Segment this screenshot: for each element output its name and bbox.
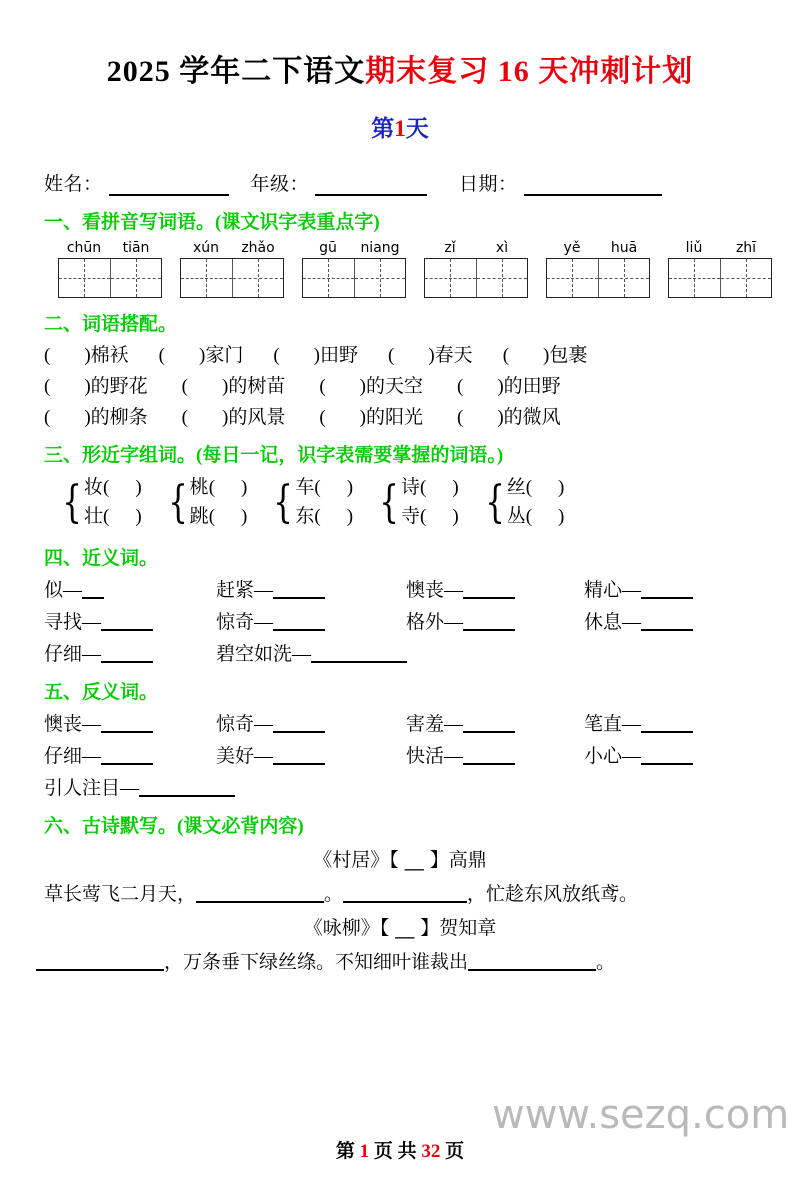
pinyin-syllable: yě bbox=[563, 240, 581, 256]
antonym-prompt: 仔细— bbox=[44, 745, 102, 767]
antonym-item[interactable] bbox=[44, 709, 216, 736]
collocation-item[interactable]: ( )的微风 bbox=[457, 407, 561, 428]
tianzige-cell[interactable] bbox=[669, 259, 720, 297]
collocation-word: 的微风 bbox=[503, 407, 561, 428]
section-5-heading: 五、反义词。 bbox=[44, 681, 159, 703]
antonym-row-1 bbox=[44, 709, 770, 736]
similar-char: 丛 bbox=[506, 506, 526, 528]
pinyin-syllable: zhǎo bbox=[241, 240, 275, 256]
title-black-part: 2025 学年二下语文 bbox=[106, 55, 366, 88]
collocation-word: 棉袄 bbox=[90, 345, 129, 366]
similar-char-group-4 bbox=[375, 473, 459, 532]
collocation-word: 的阳光 bbox=[366, 407, 424, 428]
synonym-row-2 bbox=[44, 607, 770, 634]
answer-blank[interactable] bbox=[343, 888, 467, 903]
similar-char-group-1 bbox=[58, 473, 142, 532]
synonym-prompt: 懊丧— bbox=[406, 579, 464, 601]
tianzige-cell[interactable] bbox=[181, 259, 232, 297]
collocation-item[interactable]: ( )的树苗 bbox=[181, 376, 286, 397]
tianzige-cell[interactable] bbox=[110, 259, 161, 297]
collocation-item[interactable]: ( )家门 bbox=[158, 345, 244, 366]
collocation-item[interactable]: ( )棉袄 bbox=[44, 345, 129, 366]
name-label: 姓名： bbox=[44, 174, 103, 195]
site-watermark: www.sezq.com bbox=[492, 1092, 790, 1138]
answer-blank[interactable] bbox=[101, 718, 153, 733]
tianzige-cell[interactable] bbox=[59, 259, 110, 297]
collocation-word: 家门 bbox=[205, 345, 244, 366]
answer-blank[interactable] bbox=[468, 956, 596, 971]
poem-line-end: 忙趁东风放纸鸢。 bbox=[486, 883, 639, 905]
synonym-prompt: 格外— bbox=[406, 611, 464, 633]
similar-char-entry[interactable]: 丛( ) bbox=[506, 506, 565, 528]
answer-blank[interactable] bbox=[273, 718, 325, 733]
poem-dynasty-blank[interactable]: 【 __ 】 bbox=[389, 848, 449, 871]
similar-char-group-5 bbox=[481, 473, 565, 532]
poem-author: 贺知章 bbox=[439, 917, 497, 939]
pinyin-word-1 bbox=[58, 240, 162, 298]
answer-blank[interactable] bbox=[82, 584, 104, 599]
left-brace-icon: { bbox=[167, 476, 188, 528]
similar-char: 壮 bbox=[84, 506, 104, 528]
antonym-item[interactable] bbox=[584, 709, 693, 736]
collocation-word: 的天空 bbox=[366, 376, 424, 397]
pinyin-labels bbox=[668, 240, 772, 256]
synonym-item[interactable] bbox=[584, 575, 693, 602]
similar-char: 跳 bbox=[189, 506, 209, 528]
synonym-prompt: 碧空如洗— bbox=[216, 643, 312, 665]
poem-author: 高鼎 bbox=[448, 849, 487, 871]
synonym-item[interactable] bbox=[216, 607, 406, 634]
pinyin-syllable: xún bbox=[192, 240, 220, 256]
similar-char-entry[interactable]: 诗( ) bbox=[401, 477, 459, 498]
answer-blank[interactable] bbox=[641, 616, 693, 631]
answer-blank[interactable] bbox=[196, 888, 324, 903]
poem-2-body-line bbox=[30, 947, 770, 974]
answer-blank[interactable] bbox=[641, 584, 693, 599]
tianzige-box[interactable] bbox=[546, 258, 650, 298]
collocation-item[interactable]: ( )的田野 bbox=[457, 376, 561, 397]
title-red-part: 期末复习 16 天冲刺计划 bbox=[365, 55, 694, 88]
section-4-heading: 四、近义词。 bbox=[44, 547, 159, 569]
collocation-item[interactable]: ( )的柳条 bbox=[44, 407, 148, 428]
collocation-word: 的风景 bbox=[228, 407, 286, 428]
collocation-word: 包裹 bbox=[549, 345, 588, 366]
similar-char: 诗 bbox=[401, 477, 421, 498]
pinyin-word-5 bbox=[546, 240, 650, 298]
antonym-item[interactable] bbox=[584, 741, 693, 768]
synonym-item[interactable] bbox=[406, 575, 584, 602]
left-brace-icon: { bbox=[62, 476, 82, 528]
section-3-heading: 三、形近字组词。(每日一记，识字表需要掌握的词语。) bbox=[44, 445, 504, 466]
similar-char-group-2 bbox=[164, 473, 248, 532]
answer-blank[interactable] bbox=[101, 750, 153, 765]
collocation-word: 田野 bbox=[320, 345, 359, 366]
pinyin-labels bbox=[180, 240, 284, 256]
answer-blank[interactable] bbox=[463, 584, 515, 599]
answer-blank[interactable] bbox=[463, 750, 515, 765]
section-6-heading: 六、古诗默写。(课文必背内容) bbox=[44, 815, 304, 837]
answer-blank[interactable] bbox=[273, 616, 325, 631]
collocation-row-2 bbox=[44, 371, 770, 398]
answer-blank[interactable] bbox=[101, 648, 153, 663]
collocation-word: 的树苗 bbox=[228, 376, 286, 397]
worksheet-page bbox=[0, 46, 800, 1177]
similar-char-group-3 bbox=[269, 473, 353, 532]
synonym-item[interactable] bbox=[584, 607, 693, 634]
left-brace-icon: { bbox=[484, 476, 505, 528]
pinyin-syllable: chūn bbox=[66, 240, 102, 256]
answer-blank[interactable] bbox=[101, 616, 153, 631]
synonym-row-1 bbox=[44, 575, 770, 602]
pinyin-syllable: tiān bbox=[122, 240, 150, 256]
poem-title: 《咏柳》 bbox=[303, 917, 380, 939]
poem-punct: ， bbox=[164, 951, 184, 973]
antonym-prompt: 快活— bbox=[406, 745, 464, 767]
footer-total-pages: 32 bbox=[421, 1141, 441, 1162]
collocation-row-3 bbox=[44, 402, 770, 429]
collocation-item[interactable]: ( )的风景 bbox=[181, 407, 286, 428]
left-brace-icon: { bbox=[379, 476, 399, 528]
date-label: 日期： bbox=[459, 174, 518, 195]
similar-char: 车 bbox=[295, 477, 315, 498]
answer-blank[interactable] bbox=[36, 956, 164, 971]
tianzige-box[interactable] bbox=[58, 258, 162, 298]
antonym-prompt: 笔直— bbox=[584, 713, 642, 735]
answer-blank[interactable] bbox=[641, 718, 693, 733]
tianzige-cell[interactable] bbox=[232, 259, 283, 297]
collocation-item[interactable]: ( )春天 bbox=[388, 345, 473, 366]
similar-char-row bbox=[58, 473, 770, 532]
page-footer bbox=[0, 1136, 800, 1163]
similar-char-entry[interactable]: 跳( ) bbox=[189, 506, 248, 528]
antonym-prompt: 小心— bbox=[584, 745, 642, 767]
day-subtitle-post: 天 bbox=[405, 116, 429, 141]
collocation-row-1 bbox=[44, 340, 770, 367]
student-info-row bbox=[30, 169, 770, 196]
similar-char-entry[interactable]: 寺( ) bbox=[401, 506, 459, 528]
collocation-word: 的野花 bbox=[90, 376, 148, 397]
pinyin-syllable: huā bbox=[610, 240, 638, 256]
answer-blank[interactable] bbox=[463, 616, 515, 631]
collocation-item[interactable]: ( )的天空 bbox=[319, 376, 424, 397]
poem-dynasty-blank[interactable]: 【 __ 】 bbox=[379, 916, 440, 939]
poem-punct: 。 bbox=[324, 883, 344, 905]
antonym-row-3 bbox=[44, 773, 770, 800]
pinyin-syllable: liǔ bbox=[685, 240, 703, 256]
synonym-prompt: 似— bbox=[44, 579, 83, 601]
synonym-item[interactable] bbox=[44, 575, 216, 602]
collocation-word: 的柳条 bbox=[90, 407, 148, 428]
antonym-prompt: 懊丧— bbox=[44, 713, 102, 735]
poem-line-start: 草长莺飞二月天， bbox=[44, 883, 197, 905]
similar-char-entry[interactable]: 妆( ) bbox=[84, 477, 142, 498]
synonym-prompt: 寻找— bbox=[44, 611, 102, 633]
synonym-prompt: 惊奇— bbox=[216, 611, 274, 633]
tianzige-cell[interactable] bbox=[720, 259, 771, 297]
pinyin-labels bbox=[302, 240, 406, 256]
pinyin-labels bbox=[546, 240, 650, 256]
antonym-item[interactable] bbox=[406, 741, 584, 768]
pinyin-syllable: xì bbox=[495, 240, 509, 256]
tianzige-box[interactable] bbox=[302, 258, 406, 298]
similar-char: 桃 bbox=[189, 477, 209, 498]
synonym-item[interactable] bbox=[44, 607, 216, 634]
antonym-row-2 bbox=[44, 741, 770, 768]
synonym-item[interactable] bbox=[216, 639, 407, 666]
antonym-item[interactable] bbox=[216, 741, 406, 768]
tianzige-cell[interactable] bbox=[354, 259, 405, 297]
left-brace-icon: { bbox=[273, 476, 294, 528]
synonym-prompt: 休息— bbox=[584, 611, 642, 633]
footer-current-page: 1 bbox=[359, 1141, 370, 1162]
tianzige-box[interactable] bbox=[668, 258, 772, 298]
antonym-item[interactable] bbox=[216, 709, 406, 736]
tianzige-cell[interactable] bbox=[476, 259, 527, 297]
day-number: 1 bbox=[394, 116, 406, 141]
antonym-prompt: 害羞— bbox=[406, 713, 464, 735]
pinyin-syllable: zhī bbox=[735, 240, 757, 256]
pinyin-syllable: niang bbox=[360, 240, 400, 256]
synonym-row-3 bbox=[44, 639, 770, 666]
pinyin-word-2 bbox=[180, 240, 284, 298]
poem-1-title-line bbox=[30, 845, 770, 872]
similar-char-entry[interactable]: 壮( ) bbox=[84, 506, 142, 528]
day-subtitle-pre: 第 bbox=[371, 116, 395, 141]
collocation-word: 春天 bbox=[434, 345, 473, 366]
synonym-prompt: 精心— bbox=[584, 579, 642, 601]
poem-line-text: 万条垂下绿丝绦。不知细叶谁裁出 bbox=[183, 951, 469, 973]
answer-blank[interactable] bbox=[273, 750, 325, 765]
name-input-blank[interactable] bbox=[109, 180, 229, 196]
similar-char: 妆 bbox=[84, 477, 104, 498]
footer-post: 页 bbox=[445, 1141, 465, 1162]
synonym-item[interactable] bbox=[406, 607, 584, 634]
synonym-prompt: 赶紧— bbox=[216, 579, 274, 601]
antonym-item[interactable] bbox=[406, 709, 584, 736]
collocation-item[interactable]: ( )田野 bbox=[273, 345, 359, 366]
similar-char-entry[interactable]: 桃( ) bbox=[189, 477, 248, 498]
tianzige-cell[interactable] bbox=[303, 259, 354, 297]
similar-char-entry[interactable]: 车( ) bbox=[295, 477, 354, 498]
pinyin-word-3 bbox=[302, 240, 406, 298]
grade-input-blank[interactable] bbox=[315, 180, 427, 196]
answer-blank[interactable] bbox=[463, 718, 515, 733]
antonym-item[interactable] bbox=[44, 773, 235, 800]
collocation-item[interactable]: ( )的阳光 bbox=[319, 407, 424, 428]
tianzige-cell[interactable] bbox=[598, 259, 649, 297]
tianzige-box[interactable] bbox=[180, 258, 284, 298]
pinyin-syllable: zǐ bbox=[444, 240, 456, 256]
day-subtitle bbox=[30, 110, 770, 143]
section-1-heading: 一、看拼音写词语。(课文识字表重点字) bbox=[44, 212, 380, 233]
antonym-prompt: 美好— bbox=[216, 745, 274, 767]
similar-char: 丝 bbox=[506, 477, 526, 498]
poem-punct: ， bbox=[467, 883, 487, 905]
similar-char-entry[interactable]: 丝( ) bbox=[506, 477, 565, 498]
tianzige-cell[interactable] bbox=[547, 259, 598, 297]
synonym-item[interactable] bbox=[44, 639, 216, 666]
grade-label: 年级： bbox=[250, 174, 310, 195]
answer-blank[interactable] bbox=[273, 584, 325, 599]
collocation-word: 的田野 bbox=[503, 376, 561, 397]
synonym-prompt: 仔细— bbox=[44, 643, 102, 665]
pinyin-syllable: gū bbox=[319, 240, 337, 256]
similar-char-entry[interactable]: 东( ) bbox=[295, 506, 354, 528]
antonym-item[interactable] bbox=[44, 741, 216, 768]
answer-blank[interactable] bbox=[139, 782, 235, 797]
similar-char: 寺 bbox=[401, 506, 421, 528]
section-2-heading: 二、词语搭配。 bbox=[44, 314, 178, 335]
footer-mid: 页 共 bbox=[373, 1141, 417, 1162]
collocation-item[interactable]: ( )包裹 bbox=[502, 345, 588, 366]
answer-blank[interactable] bbox=[311, 648, 407, 663]
poem-1-body-line bbox=[44, 879, 770, 906]
antonym-prompt: 惊奇— bbox=[216, 713, 274, 735]
pinyin-labels bbox=[424, 240, 528, 256]
pinyin-word-6 bbox=[668, 240, 772, 298]
poem-title: 《村居》 bbox=[313, 849, 390, 871]
footer-pre: 第 bbox=[335, 1141, 355, 1162]
date-input-blank[interactable] bbox=[524, 180, 662, 196]
pinyin-word-4 bbox=[424, 240, 528, 298]
page-title bbox=[30, 46, 770, 90]
pinyin-grid-row bbox=[58, 240, 770, 298]
synonym-item[interactable] bbox=[216, 575, 406, 602]
poem-2-title-line bbox=[30, 913, 770, 940]
tianzige-cell[interactable] bbox=[425, 259, 476, 297]
answer-blank[interactable] bbox=[641, 750, 693, 765]
collocation-item[interactable]: ( )的野花 bbox=[44, 376, 148, 397]
poem-punct: 。 bbox=[596, 951, 616, 973]
antonym-prompt: 引人注目— bbox=[44, 777, 140, 799]
tianzige-box[interactable] bbox=[424, 258, 528, 298]
similar-char: 东 bbox=[295, 506, 315, 528]
pinyin-labels bbox=[58, 240, 162, 256]
